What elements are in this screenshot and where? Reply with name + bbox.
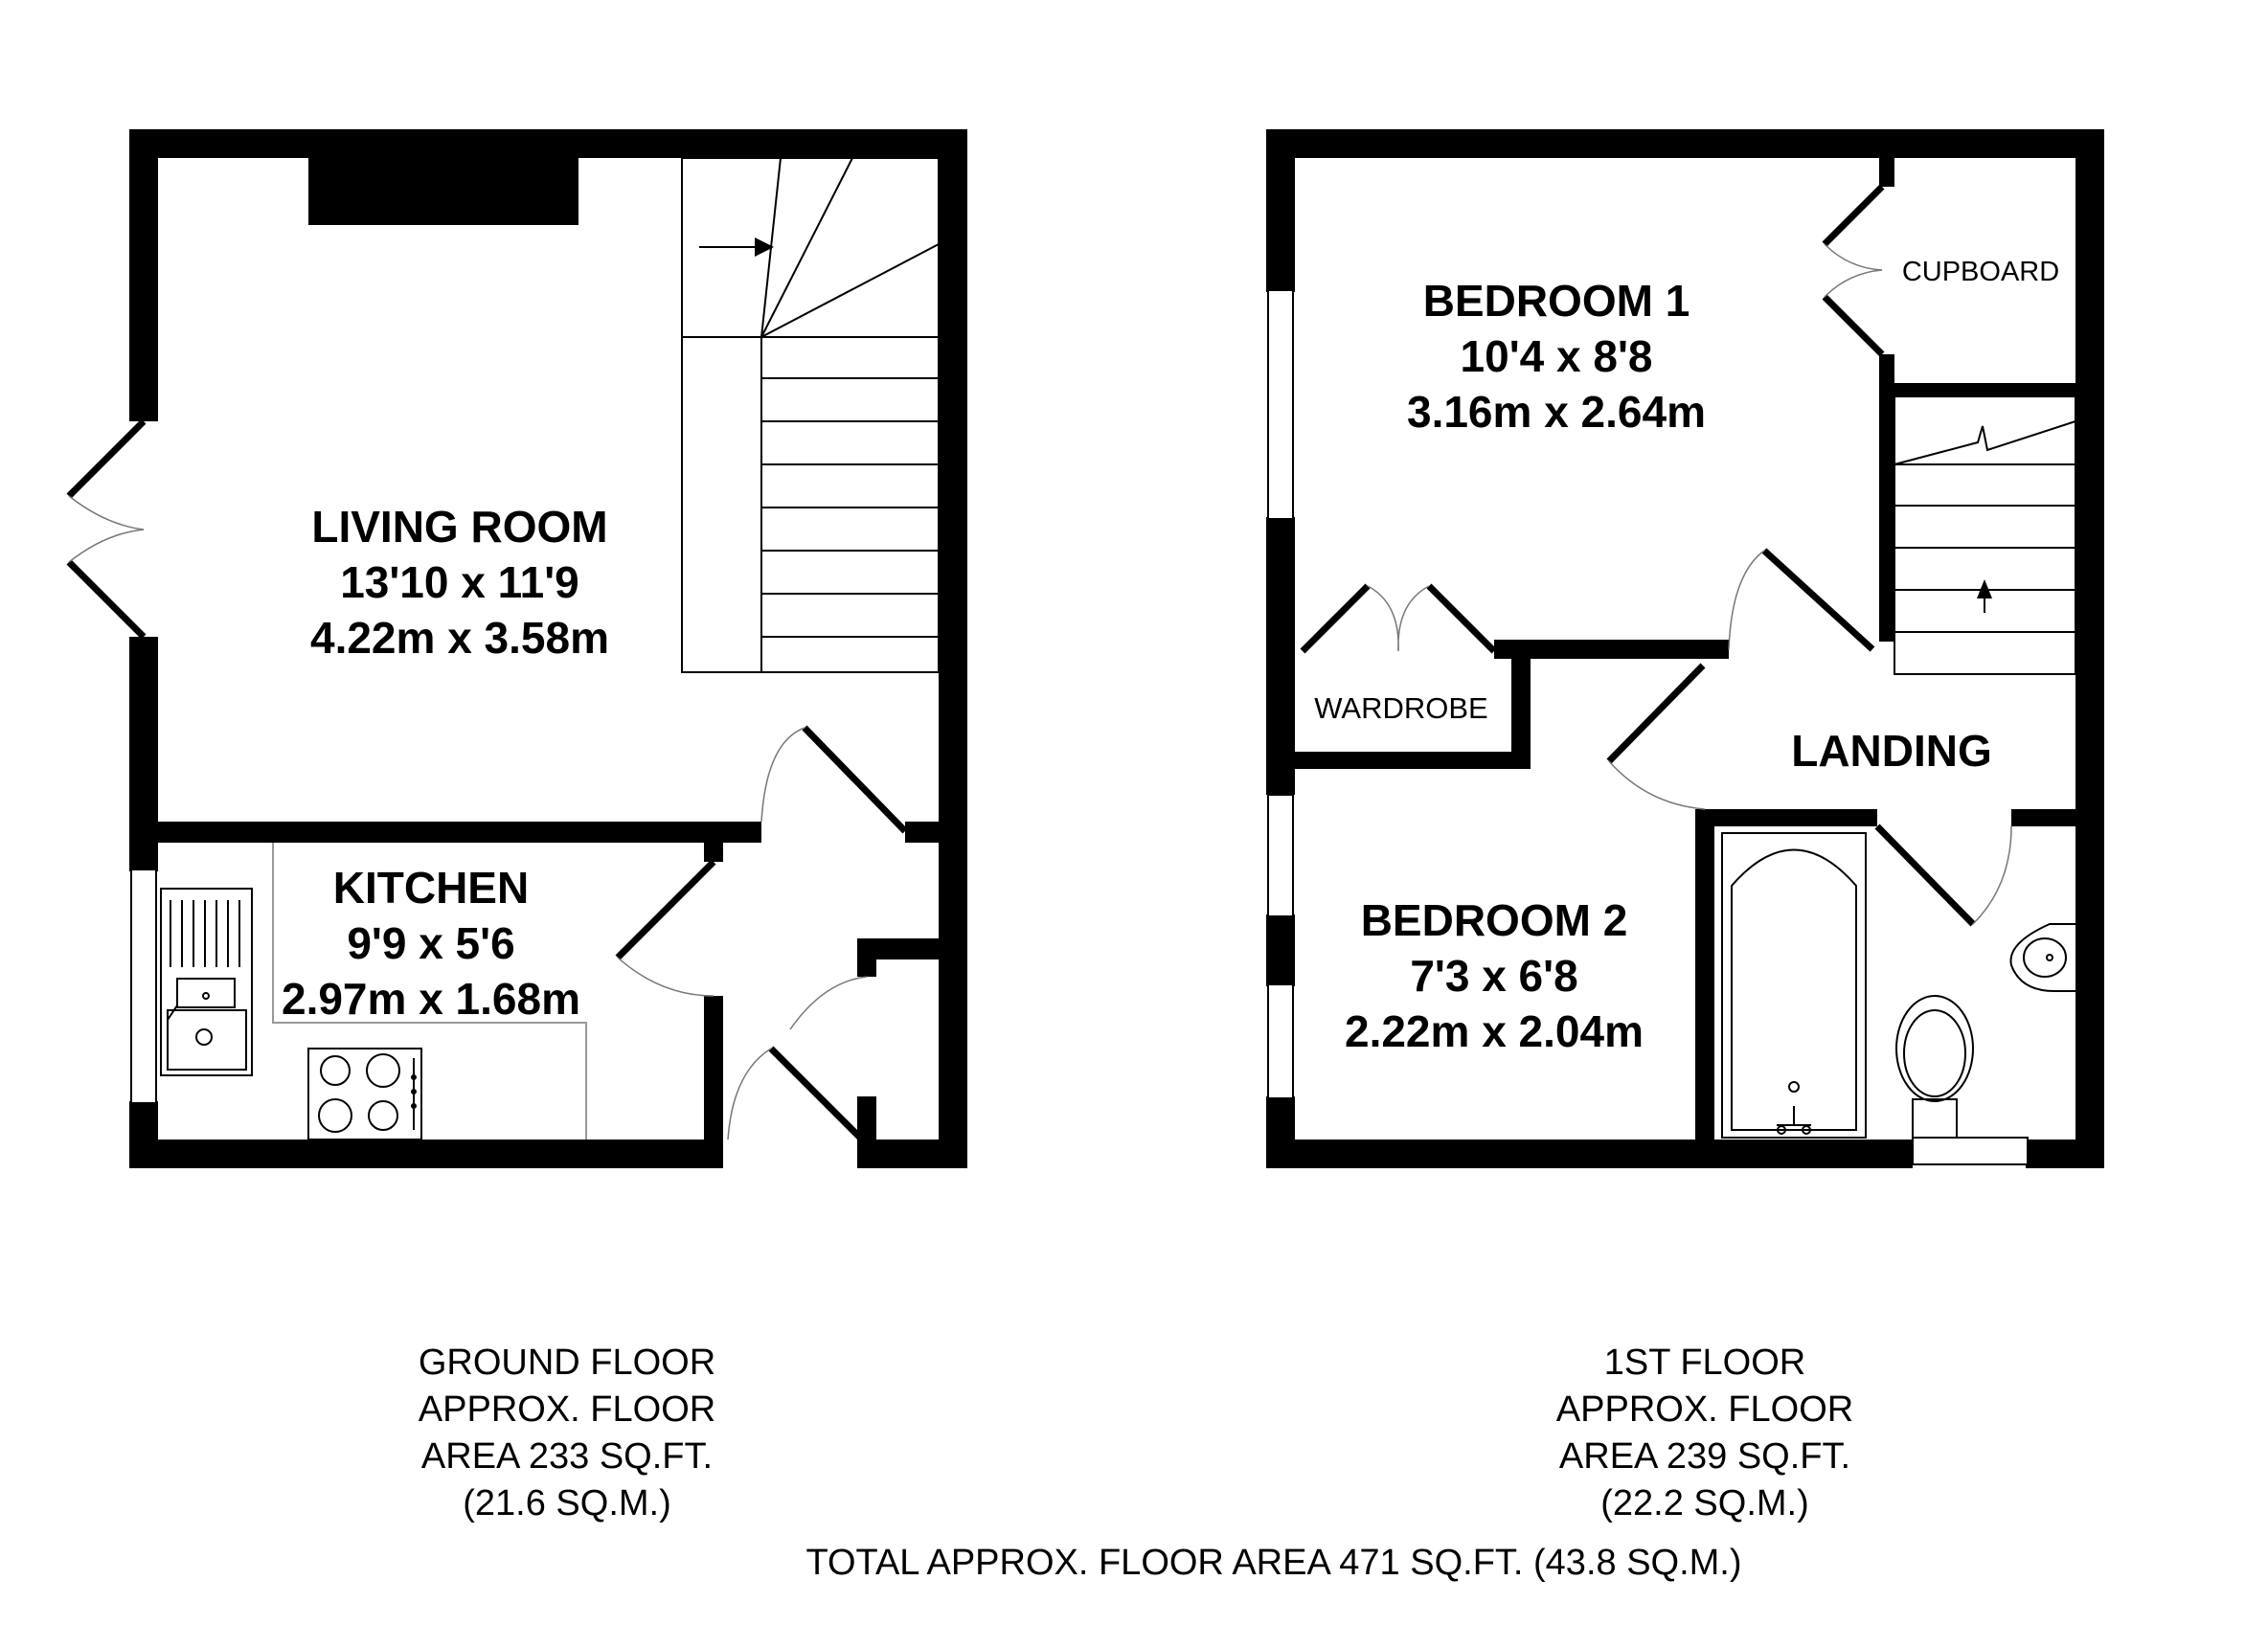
gf-porch-door-swing: [790, 977, 867, 1029]
ff-left-wall-pier: [1266, 914, 1295, 986]
first-floor-plan: [1266, 129, 2104, 1168]
gf-kitchen-door: [618, 862, 714, 958]
ff-top-wall: [1266, 129, 2104, 158]
ff-caption-line4: (22.2 SQ.M.): [1600, 1483, 1809, 1523]
gf-staircase: [682, 158, 939, 672]
ff-cupboard-wall-left-top: [1879, 158, 1894, 187]
bedroom2-name: BEDROOM 2: [1360, 895, 1628, 945]
kitchen-imperial: 9'9 x 5'6: [347, 918, 515, 968]
kitchen-name: KITCHEN: [332, 863, 530, 913]
ff-cupboard-door-swing: [1825, 244, 1882, 297]
ff-bedroom2-window-lower: [1268, 984, 1293, 1098]
ground-floor-plan: [69, 129, 967, 1168]
ff-bedroom1-door: [1764, 551, 1872, 649]
ff-cupboard-door-lower: [1825, 297, 1882, 354]
ff-bathroom-door: [1877, 826, 1973, 924]
wardrobe-name: WARDROBE: [1314, 691, 1488, 725]
ground-floor-caption: [419, 1343, 715, 1523]
ff-cupboard-wall-bottom: [1879, 383, 2075, 396]
ff-left-wall-mid: [1266, 517, 1295, 795]
ff-wardrobe-bottom-wall: [1295, 752, 1531, 769]
gf-caption-line4: (21.6 SQ.M.): [463, 1483, 671, 1523]
ff-bath-icon: [1722, 833, 1866, 1138]
ff-wardrobe-door-left: [1303, 586, 1368, 651]
gf-left-wall-lower: [129, 637, 158, 871]
ff-basin-icon: [2011, 924, 2076, 991]
bedroom2-imperial: 7'3 x 6'8: [1410, 951, 1578, 1001]
gf-french-door-upper: [69, 421, 144, 496]
ff-bathroom-window: [1913, 1138, 2028, 1164]
ff-bedroom2-door: [1609, 666, 1703, 761]
gf-french-door-swing-upper: [69, 496, 144, 530]
first-floor-caption: [1556, 1343, 1853, 1523]
gf-hall-partition: [905, 822, 939, 843]
gf-porch-side: [857, 938, 876, 977]
gf-right-wall: [939, 129, 967, 1168]
gf-bottom-wall-left: [129, 1140, 723, 1168]
ff-wardrobe-door-swing: [1368, 586, 1429, 651]
ff-bathroom-door-swing: [1973, 826, 2011, 924]
gf-front-door: [771, 1049, 867, 1144]
cupboard-name: CUPBOARD: [1901, 257, 2060, 287]
gf-front-door-swing: [728, 1049, 771, 1140]
ff-bathroom-top-wall-right: [2011, 809, 2075, 826]
gf-hall-door-swing: [761, 728, 805, 822]
gf-left-wall-upper: [129, 129, 158, 421]
ff-bedroom1-bottom-wall: [1494, 640, 1729, 659]
gf-french-door-swing-lower: [69, 530, 144, 562]
ff-bottom-wall-left: [1266, 1140, 1913, 1168]
kitchen-metric: 2.97m x 1.68m: [281, 974, 581, 1024]
gf-top-wall: [129, 129, 967, 158]
gf-caption-line2: APPROX. FLOOR: [418, 1389, 716, 1430]
living-room-name: LIVING ROOM: [311, 502, 608, 552]
ff-bedroom1-window: [1268, 290, 1293, 519]
ff-wardrobe-door-right: [1429, 586, 1494, 651]
living-room-metric: 4.22m x 3.58m: [309, 613, 610, 663]
ff-cupboard-door-upper: [1825, 187, 1882, 244]
gf-kitchen-window: [131, 869, 156, 1103]
ff-caption-line3: AREA 239 SQ.FT.: [1558, 1436, 1851, 1477]
ff-toilet-icon: [1896, 996, 1973, 1138]
gf-kitchen-right-wall: [704, 996, 723, 1168]
ff-caption-line2: APPROX. FLOOR: [1555, 1389, 1854, 1430]
ff-staircase: [1894, 396, 2075, 674]
gf-kitchen-door-swing: [618, 958, 714, 996]
ff-right-wall: [2075, 129, 2104, 1168]
bedroom1-imperial: 10'4 x 8'8: [1460, 331, 1653, 381]
ff-cupboard-wall-left-bottom: [1879, 354, 1894, 642]
gf-kitchen-partition: [158, 822, 761, 843]
ff-bedroom2-door-swing: [1609, 761, 1705, 809]
living-room-imperial: 13'10 x 11'9: [340, 557, 579, 607]
bedroom1-name: BEDROOM 1: [1422, 276, 1690, 326]
ff-bedroom2-window-upper: [1268, 795, 1293, 916]
bedroom2-metric: 2.22m x 2.04m: [1344, 1006, 1644, 1056]
gf-kitchen-sink-icon: [161, 889, 252, 1075]
landing-name: LANDING: [1791, 726, 1992, 776]
gf-caption-line3: AREA 233 SQ.FT.: [420, 1436, 714, 1477]
gf-hall-door: [805, 728, 905, 831]
ff-bathroom-top-wall-left: [1695, 809, 1877, 826]
gf-chimney-breast: [308, 158, 578, 225]
ff-caption-line1: 1ST FLOOR: [1603, 1343, 1806, 1383]
gf-kitchen-partition-stub: [704, 822, 723, 862]
ff-left-wall-top: [1266, 129, 1295, 292]
gf-porch-side-lower: [857, 1096, 876, 1168]
gf-bottom-wall-right: [867, 1140, 967, 1168]
ff-bottom-wall-right: [2026, 1140, 2104, 1168]
gf-caption-line1: GROUND FLOOR: [418, 1343, 716, 1383]
ff-bedroom1-door-swing: [1729, 551, 1764, 649]
bedroom1-metric: 3.16m x 2.64m: [1406, 387, 1707, 437]
gf-french-door-lower: [69, 562, 144, 637]
ff-bathroom-left-wall: [1695, 809, 1714, 1168]
total-floor-area: TOTAL APPROX. FLOOR AREA 471 SQ.FT. (43.8 SQ.M.): [805, 1543, 1742, 1583]
gf-cooker-hob-icon: [308, 1049, 421, 1140]
